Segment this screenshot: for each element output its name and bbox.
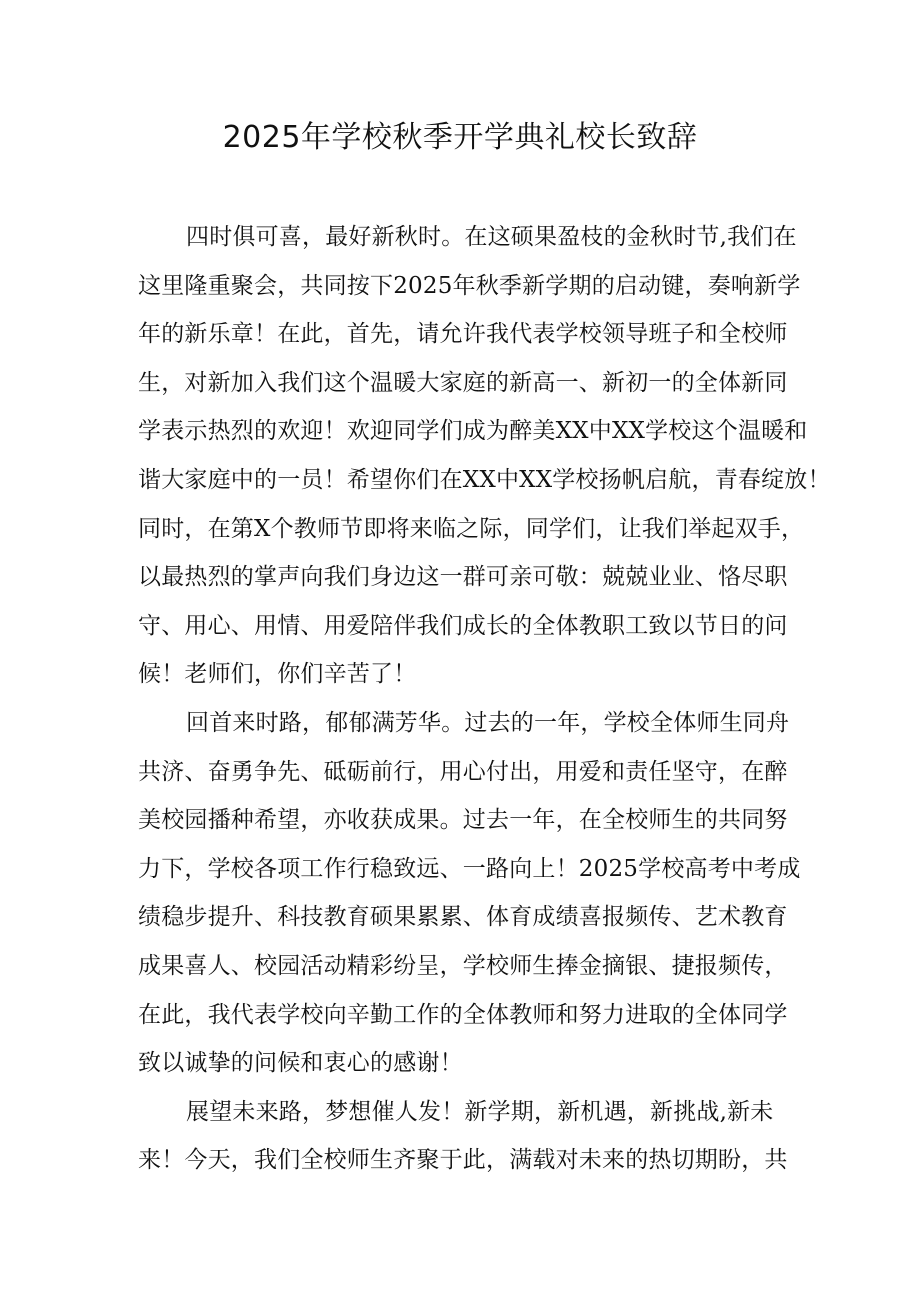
text-line: 以最热烈的掌声向我们身边这一群可亲可敬：兢兢业业、恪尽职 <box>138 564 788 591</box>
text-line: 年的新乐章！在此，首先，请允许我代表学校领导班子和全校师 <box>138 321 788 348</box>
text-line: 力下，学校各项工作行稳致远、一路向上！2025学校高考中考成 <box>138 855 801 882</box>
text-line: 展望未来路，梦想催人发！新学期，新机遇，新挑战,新未 <box>186 1098 774 1125</box>
text-line: 在此，我代表学校向辛勤工作的全体教师和努力进取的全体同学 <box>138 1001 788 1028</box>
text-line: 守、用心、用情、用爱陪伴我们成长的全体教职工致以节日的问 <box>138 612 788 639</box>
document-body <box>138 213 831 1185</box>
text-line: 绩稳步提升、科技教育硕果累累、体育成绩喜报频传、艺术教育 <box>138 904 788 931</box>
paragraph-opening <box>138 213 831 699</box>
text-line: 共济、奋勇争先、砥砺前行，用心付出，用爱和责任坚守，在醉 <box>138 758 788 785</box>
text-line: 致以诚挚的问候和衷心的感谢！ <box>138 1050 463 1077</box>
text-line: 四时俱可喜，最好新秋时。在这硕果盈枝的金秋时节,我们在 <box>186 224 797 250</box>
text-line: 候！老师们，你们辛苦了！ <box>138 661 417 688</box>
text-line: 学表示热烈的欢迎！欢迎同学们成为醉美XX中XX学校这个温暖和 <box>138 418 808 445</box>
paragraph-outlook <box>138 1088 802 1185</box>
text-line: 美校园播种希望，亦收获成果。过去一年，在全校师生的共同努 <box>138 807 788 834</box>
paragraph-review <box>138 699 802 1088</box>
text-line: 回首来时路，郁郁满芳华。过去的一年，学校全体师生同舟 <box>186 709 790 736</box>
text-line: 这里隆重聚会，共同按下2025年秋季新学期的启动键，奏响新学 <box>138 272 801 299</box>
text-line: 生，对新加入我们这个温暖大家庭的新高一、新初一的全体新同 <box>138 369 788 396</box>
text-line: 同时，在第X个教师节即将来临之际，同学们，让我们举起双手， <box>138 515 805 542</box>
document-title: 2025年学校秋季开学典礼校长致辞 <box>222 120 698 155</box>
text-line: 成果喜人、校园活动精彩纷呈，学校师生捧金摘银、捷报频传， <box>138 952 788 979</box>
text-line: 来！今天，我们全校师生齐聚于此，满载对未来的热切期盼，共 <box>138 1147 788 1174</box>
text-line: 谐大家庭中的一员！希望你们在XX中XX学校扬帆启航，青春绽放！ <box>138 466 831 493</box>
